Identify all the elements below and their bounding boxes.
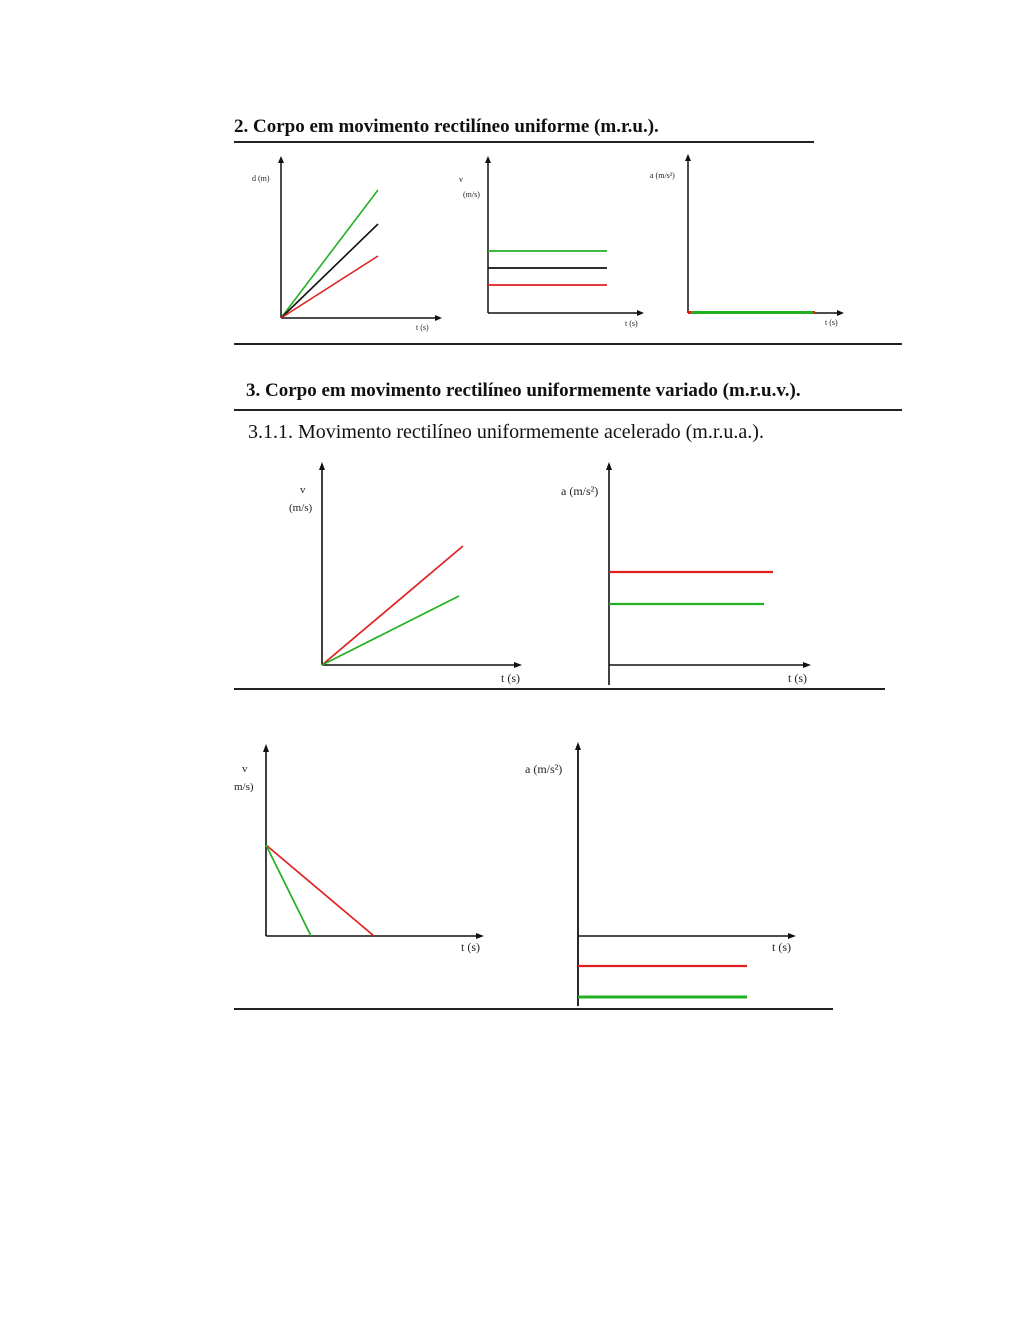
section-2-bottom-rule — [234, 343, 902, 345]
y-axis-label-line2: (m/s) — [289, 502, 313, 514]
green-line — [281, 190, 378, 318]
x-axis-label: t (s) — [416, 323, 429, 332]
section-3-1-1-subheading: 3.1.1. Movimento rectilíneo uniformemente acelerado (m.r.u.a.). — [248, 421, 764, 443]
x-axis-label: t (s) — [772, 940, 791, 954]
y-axis-label: a (m/s²) — [525, 762, 563, 776]
decelerated-section-bottom-rule — [234, 1008, 833, 1010]
mru-acceleration-time-graph — [650, 152, 855, 342]
section-2-heading-rule — [234, 141, 814, 143]
mrur-velocity-time-graph — [230, 738, 500, 968]
y-axis-arrow — [606, 462, 612, 470]
accelerated-section-bottom-rule — [234, 688, 885, 690]
mru-velocity-time-graph — [455, 152, 655, 342]
x-axis-arrow — [637, 310, 644, 316]
mrua-velocity-time-graph — [280, 455, 540, 690]
y-axis-label-line1: v — [459, 175, 463, 184]
x-axis-arrow — [803, 662, 811, 668]
y-axis-label-line1: v — [242, 763, 248, 775]
mrur-acceleration-time-graph — [520, 738, 810, 1013]
y-axis-label-line2: (m/s) — [463, 190, 480, 199]
y-axis-arrow — [263, 744, 269, 752]
y-axis-arrow — [319, 462, 325, 470]
x-axis-label: t (s) — [825, 318, 838, 327]
black-line — [281, 224, 378, 318]
y-axis-arrow — [685, 154, 691, 161]
green-line — [266, 845, 311, 936]
x-axis-label: t (s) — [501, 671, 520, 685]
x-axis-arrow — [837, 310, 844, 316]
y-axis-label-line1: v — [300, 484, 306, 496]
y-axis-label: a (m/s²) — [650, 171, 675, 180]
x-axis-label: t (s) — [461, 940, 480, 954]
x-axis-arrow — [514, 662, 522, 668]
y-axis-arrow — [575, 742, 581, 750]
x-axis-label: t (s) — [788, 671, 807, 685]
x-axis-arrow — [476, 933, 484, 939]
x-axis-label: t (s) — [625, 319, 638, 328]
mru-distance-time-graph — [240, 152, 450, 342]
section-3-heading: 3. Corpo em movimento rectilíneo uniformemente variado (m.r.u.v.). — [246, 380, 801, 401]
y-axis-label: d (m) — [252, 174, 270, 183]
section-3-heading-rule — [234, 409, 902, 411]
mrua-acceleration-time-graph — [560, 455, 820, 690]
y-axis-label-line2: m/s) — [234, 781, 254, 793]
y-axis-arrow — [485, 156, 491, 163]
y-axis-label: a (m/s²) — [561, 484, 599, 498]
x-axis-arrow — [788, 933, 796, 939]
section-2-heading: 2. Corpo em movimento rectilíneo uniforme (m.r.u.). — [234, 116, 659, 137]
y-axis-arrow — [278, 156, 284, 163]
red-line — [266, 845, 374, 936]
red-line — [281, 256, 378, 318]
x-axis-arrow — [435, 315, 442, 321]
